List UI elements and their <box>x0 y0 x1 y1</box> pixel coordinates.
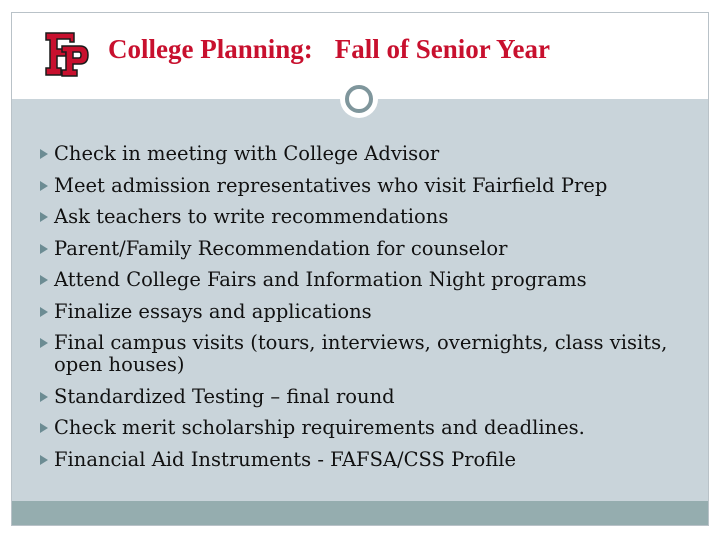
list-item: Meet admission representatives who visit Fairfield Prep <box>40 170 680 202</box>
list-item: Finalize essays and applications <box>40 296 680 328</box>
bullet-arrow-icon <box>40 212 48 222</box>
list-item: Parent/Family Recommendation for counselor <box>40 233 680 265</box>
title-part-1: College Planning: <box>108 34 313 64</box>
bullet-arrow-icon <box>40 244 48 254</box>
bullet-arrow-icon <box>40 338 48 348</box>
list-item: Final campus visits (tours, interviews, overnights, class visits, open houses) <box>40 327 680 381</box>
bullet-arrow-icon <box>40 455 48 465</box>
bullet-arrow-icon <box>40 181 48 191</box>
bullet-arrow-icon <box>40 275 48 285</box>
list-item: Standardized Testing – final round <box>40 381 680 413</box>
list-item: Attend College Fairs and Information Night programs <box>40 264 680 296</box>
bullet-list <box>40 138 680 475</box>
title-part-2: Fall of Senior Year <box>334 34 550 64</box>
list-item: Check in meeting with College Advisor <box>40 138 680 170</box>
list-item: Ask teachers to write recommendations <box>40 201 680 233</box>
page-title <box>108 34 550 65</box>
bullet-arrow-icon <box>40 392 48 402</box>
bullet-arrow-icon <box>40 307 48 317</box>
list-item: Financial Aid Instruments - FAFSA/CSS Profile <box>40 444 680 476</box>
bullet-arrow-icon <box>40 423 48 433</box>
divider-circle-icon <box>340 80 378 118</box>
fp-logo-icon <box>44 30 90 78</box>
bullet-arrow-icon <box>40 149 48 159</box>
list-item: Check merit scholarship requirements and deadlines. <box>40 412 680 444</box>
footer-bar <box>12 501 708 525</box>
